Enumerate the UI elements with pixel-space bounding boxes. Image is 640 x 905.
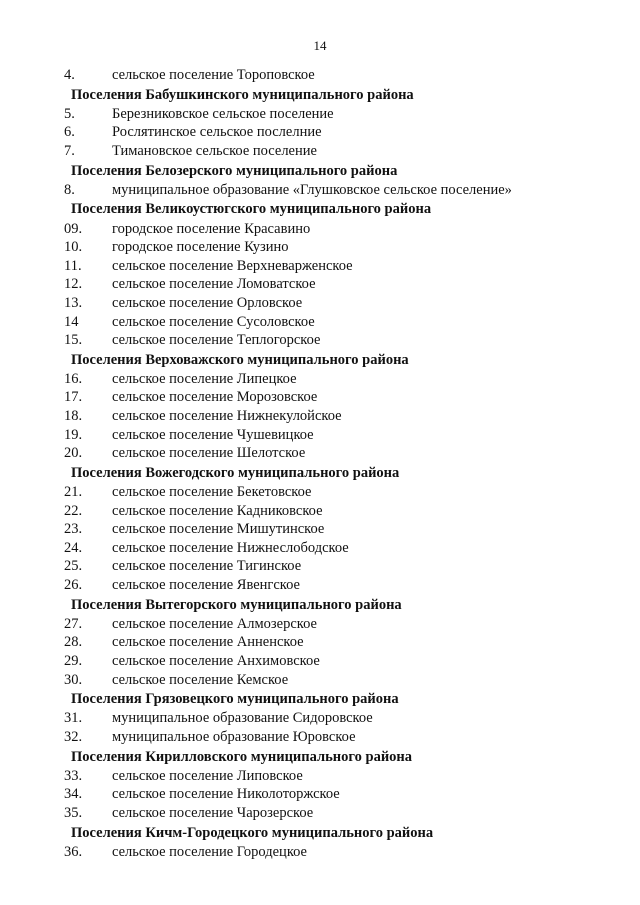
item-number: 6.	[64, 124, 75, 141]
settlement-name: сельское поселение Мишутинское	[112, 521, 325, 538]
settlement-name: сельское поселение Городецкое	[112, 843, 307, 860]
item-number: 8.	[64, 181, 75, 198]
item-number: 17.	[64, 389, 83, 406]
settlement-name: городское поселение Кузино	[112, 239, 289, 256]
settlement-item	[64, 557, 624, 576]
item-number: 09.	[64, 220, 83, 237]
item-number: 16.	[64, 370, 83, 387]
settlement-name: сельское поселение Верхневарженское	[112, 257, 353, 274]
settlement-name: сельское поселение Нижнекулойское	[112, 408, 342, 425]
settlement-item	[64, 294, 624, 313]
settlement-item	[64, 539, 624, 558]
settlement-name: муниципальное образование Юровское	[112, 728, 356, 745]
item-number: 29.	[64, 652, 83, 669]
settlement-item	[64, 671, 624, 690]
item-number: 18.	[64, 408, 83, 425]
settlement-name: сельское поселение Тороповское	[112, 67, 315, 83]
settlement-item	[64, 615, 624, 634]
settlement-item	[64, 181, 624, 200]
district-heading: Поселения Кирилловского муниципального района	[71, 748, 413, 765]
item-number: 35.	[64, 804, 83, 821]
district-heading: Поселения Грязовецкого муниципального района	[71, 691, 399, 708]
settlement-item	[64, 220, 624, 239]
settlement-item	[64, 257, 624, 276]
settlements-list	[64, 66, 624, 861]
item-number: 30.	[64, 671, 83, 688]
settlement-item	[64, 407, 624, 426]
settlement-name: Тимановское сельское поселение	[112, 142, 317, 159]
settlement-name: сельское поселение Анхимовское	[112, 652, 320, 669]
settlement-name: муниципальное образование «Глушковское сельское поселение»	[112, 181, 512, 198]
settlement-item	[64, 709, 624, 728]
settlement-item	[64, 331, 624, 350]
settlement-item	[64, 444, 624, 463]
settlement-name: сельское поселение Орловское	[112, 294, 303, 311]
settlement-item	[64, 142, 624, 161]
settlement-item	[64, 502, 624, 521]
settlement-item	[64, 785, 624, 804]
settlement-item	[64, 633, 624, 652]
settlement-name: сельское поселение Анненское	[112, 634, 304, 651]
settlement-item	[64, 238, 624, 257]
settlement-item	[64, 767, 624, 786]
district-heading: Поселения Вытегорского муниципального района	[71, 596, 402, 613]
settlement-item	[64, 370, 624, 389]
district-heading: Поселения Великоустюгского муниципального района	[71, 201, 432, 218]
settlement-item	[64, 275, 624, 294]
settlement-name: городское поселение Красавино	[112, 220, 311, 237]
item-number: 25.	[64, 558, 83, 575]
settlement-item	[64, 652, 624, 671]
settlement-name: муниципальное образование Сидоровское	[112, 710, 373, 727]
item-number: 32.	[64, 728, 83, 745]
item-number: 28.	[64, 634, 83, 651]
item-number: 15.	[64, 332, 83, 349]
item-number: 14	[64, 313, 79, 330]
settlement-name: сельское поселение Морозовское	[112, 389, 318, 406]
item-number: 19.	[64, 426, 83, 443]
settlement-name: Рослятинское сельское послелние	[112, 124, 322, 141]
settlement-item	[64, 728, 624, 747]
item-number: 11.	[64, 257, 82, 274]
settlement-item	[64, 123, 624, 142]
settlement-name: сельское поселение Шелотское	[112, 445, 306, 462]
settlement-item	[64, 105, 624, 124]
settlement-item	[64, 843, 624, 862]
item-number: 5.	[64, 105, 75, 122]
settlement-item	[64, 313, 624, 332]
item-number: 24.	[64, 539, 83, 556]
settlement-name: сельское поселение Кадниковское	[112, 502, 323, 519]
settlement-item	[64, 804, 624, 823]
district-heading: Поселения Кичм-Городецкого муниципального района	[71, 824, 434, 841]
settlement-item	[64, 483, 624, 502]
item-number: 7.	[64, 142, 75, 159]
settlement-name: сельское поселение Чушевицкое	[112, 426, 314, 443]
settlement-name: Березниковское сельское поселение	[112, 105, 334, 122]
item-number: 33.	[64, 767, 83, 784]
settlement-item	[64, 388, 624, 407]
settlement-name: сельское поселение Кемское	[112, 671, 289, 688]
settlement-item	[64, 66, 624, 85]
item-number: 20.	[64, 445, 83, 462]
district-heading: Поселения Вожегодского муниципального района	[71, 464, 400, 481]
item-number: 4.	[64, 67, 75, 83]
settlement-name: сельское поселение Нижнеслободское	[112, 539, 349, 556]
item-number: 31.	[64, 710, 83, 727]
settlement-item	[64, 576, 624, 595]
item-number: 22.	[64, 502, 83, 519]
item-number: 21.	[64, 484, 83, 501]
item-number: 27.	[64, 615, 83, 632]
settlement-name: сельское поселение Ломоватское	[112, 276, 316, 293]
settlement-name: сельское поселение Теплогорское	[112, 332, 321, 349]
item-number: 10.	[64, 239, 83, 256]
settlement-name: сельское поселение Липецкое	[112, 370, 297, 387]
district-heading: Поселения Верховажского муниципального района	[71, 351, 409, 368]
item-number: 26.	[64, 577, 83, 593]
item-number: 23.	[64, 521, 83, 538]
district-heading: Поселения Белозерского муниципального района	[71, 162, 398, 179]
page-number: 14	[313, 38, 327, 53]
settlement-name: сельское поселение Алмозерское	[112, 615, 317, 632]
settlement-name: сельское поселение Бекетовское	[112, 484, 312, 501]
settlement-name: сельское поселение Липовское	[112, 767, 303, 784]
item-number: 34.	[64, 786, 83, 803]
district-heading: Поселения Бабушкинского муниципального района	[71, 86, 414, 103]
settlement-name: сельское поселение Тигинское	[112, 558, 302, 575]
settlement-item	[64, 520, 624, 539]
settlement-name: сельское поселение Сусоловское	[112, 313, 315, 330]
item-number: 13.	[64, 294, 83, 311]
settlement-name: сельское поселение Явенгское	[112, 577, 300, 593]
settlement-item	[64, 426, 624, 445]
settlement-name: сельское поселение Николоторжское	[112, 786, 340, 803]
item-number: 36.	[64, 843, 83, 860]
settlement-name: сельское поселение Чарозерское	[112, 804, 314, 821]
item-number: 12.	[64, 276, 83, 293]
